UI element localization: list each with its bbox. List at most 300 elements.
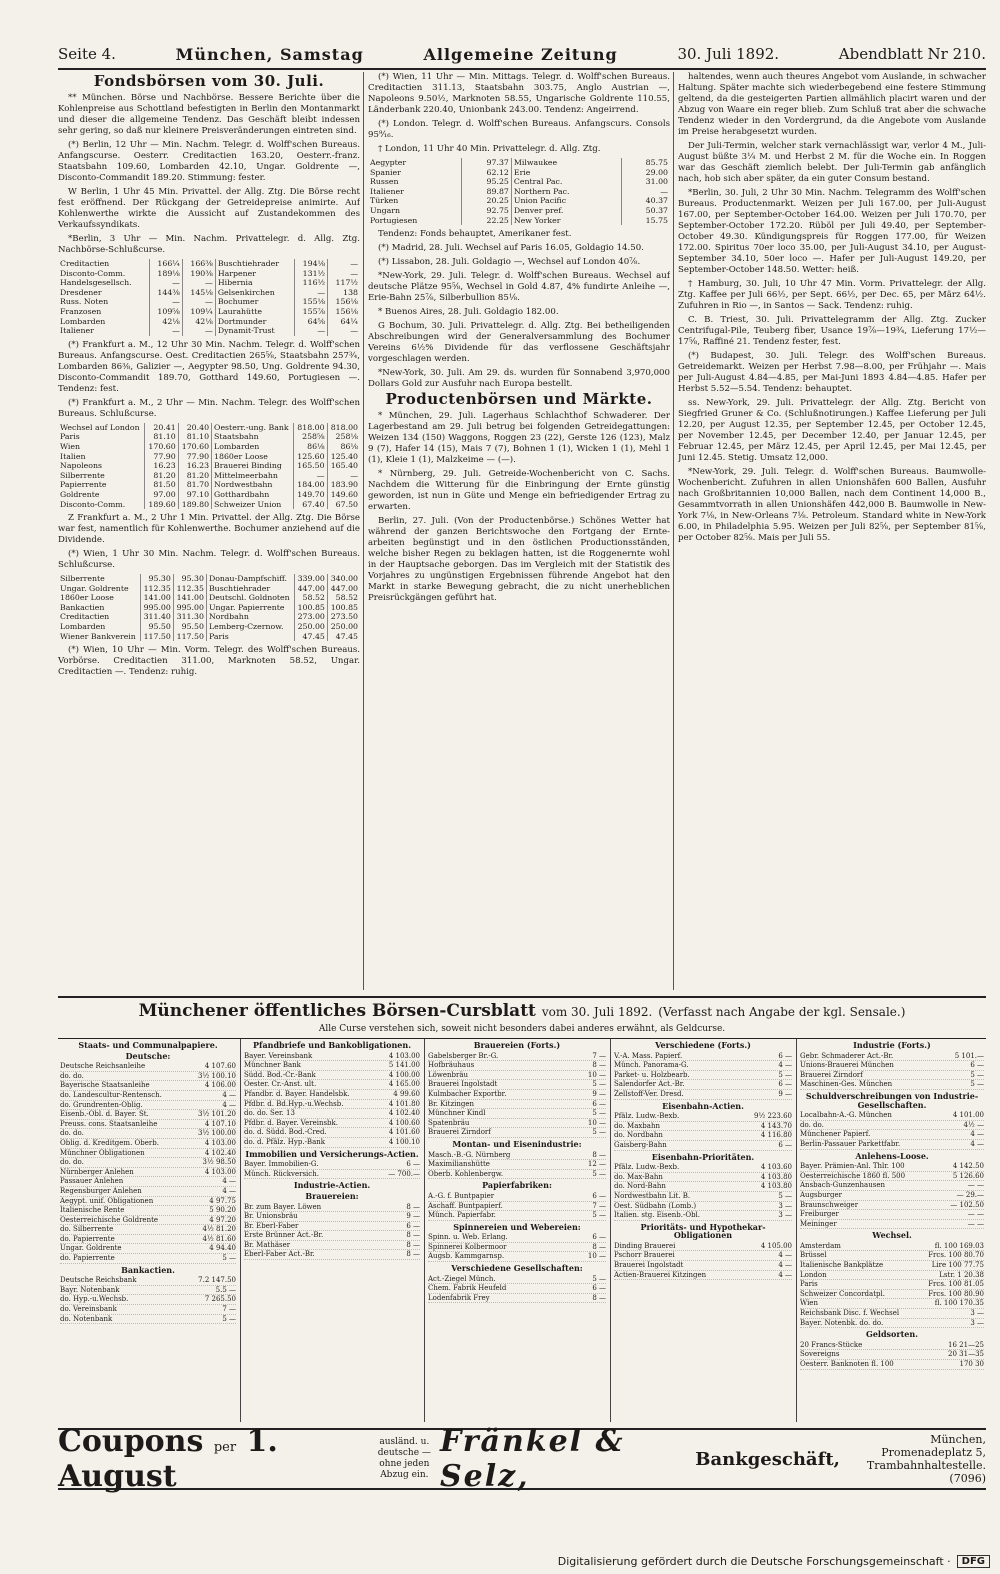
quote-list: [614, 1052, 792, 1100]
table-cell: 166⅜: [182, 259, 215, 269]
quote-value: 4 142.50: [952, 1162, 984, 1171]
quote-row: [60, 1072, 236, 1082]
table-row: [368, 196, 670, 206]
table-cell: 109⅝: [149, 307, 182, 317]
quote-value: 4 103.00: [388, 1051, 420, 1060]
security-name: Parket- u. Holzbearb.: [614, 1070, 690, 1079]
table-cell: Wiener Bankverein: [58, 632, 140, 642]
article-paragraph: (*) Frankfurt a. M., 12 Uhr 30 Min. Nachm. Telegr. d. Wolff'schen Bureaus. Anfangscurse. Oest. Creditactien 265⅝, Staatsbahn 257¾, Lombarden 86⅜, Galizier —, Aegypter 98.50, Ung. Goldrente 94.30, Disconto-Commandit 189.70, Gotthard 149.60, Portugiesen —. Tendenz: fest.: [58, 339, 360, 394]
security-name: do. Nordbahn: [614, 1131, 663, 1140]
security-name: do. Notenbank: [60, 1314, 113, 1323]
table-cell: Papierrente: [58, 480, 145, 490]
cursblatt-note: Alle Curse verstehen sich, soweit nicht besonders dabei anderes erwähnt, als Geldcurse.: [318, 1024, 726, 1034]
section-title: Productenbörsen und Märkte.: [385, 390, 653, 409]
table-cell: 141.00: [140, 593, 173, 603]
table-cell: Ungar. Papierrente: [206, 603, 294, 613]
quote-list: [244, 1203, 420, 1261]
quote-value: 4 —: [778, 1251, 792, 1260]
table-row: [58, 574, 360, 584]
table-cell: Lemberg-Czernow.: [206, 622, 294, 632]
group-heading: Anlehens-Loose.: [855, 1150, 929, 1161]
quote-row: [614, 1211, 792, 1221]
table-cell: 273.00: [294, 612, 327, 622]
article-paragraph: * München, 29. Juli. Lagerhaus Schlachthof Schwaderer. Der Lagerbestand am 29. Juli betrug bei folgenden Getreidegattungen: Weizen 134 (150) Waggons, Roggen 23 (22), Gerste 126 (123), Malz 9 (7), Hafer 14 (15), Mais 7 (7), Bohnen 1 (1), Wicken 1 (1), Mehl 1 (1), Kleie 1 (1), Malzkeime — (—).: [368, 411, 670, 466]
quote-list: [614, 1163, 792, 1221]
quote-value: 8 —: [406, 1240, 420, 1249]
group-heading: Spinnereien und Webereien:: [453, 1221, 581, 1232]
quote-row: [800, 1360, 984, 1370]
quote-value: Frcs. 100 80.70: [928, 1251, 984, 1260]
security-name: do. Silberrente: [60, 1225, 114, 1234]
quote-value: 4 —: [778, 1270, 792, 1279]
table-cell: —: [149, 297, 182, 307]
ad-address-line: Trambahnhaltestelle.: [866, 1459, 986, 1472]
quote-row: [60, 1197, 236, 1207]
quote-value: 7 —: [592, 1051, 606, 1060]
quote-value: 8 —: [406, 1250, 420, 1259]
quote-row: [60, 1187, 236, 1197]
quote-value: 4½ 81.60: [202, 1234, 236, 1243]
quote-row: [244, 1109, 420, 1119]
table-cell: Paris: [58, 432, 145, 442]
security-name: Brauerei Zirndorf: [800, 1070, 863, 1079]
table-row: [58, 603, 360, 613]
quote-row: [800, 1350, 984, 1360]
security-name: Gebr. Schmaderer Act.-Br.: [800, 1051, 894, 1060]
quote-row: [244, 1090, 420, 1100]
quote-row: [800, 1242, 984, 1252]
table-cell: 81.10: [145, 432, 178, 442]
table-cell: Deutschl. Goldnoten: [206, 593, 294, 603]
quote-row: [800, 1181, 984, 1191]
group-heading: Wechsel.: [872, 1230, 912, 1241]
quote-table-frankfurt: [58, 423, 360, 509]
table-cell: Aegypter: [368, 158, 462, 168]
table-cell: 117.50: [140, 632, 173, 642]
page-header: [58, 40, 986, 70]
group-heading: Papierfabriken:: [482, 1180, 552, 1191]
table-cell: 67.50: [335, 499, 358, 509]
quote-row: [244, 1231, 420, 1241]
quote-row: [428, 1192, 606, 1202]
cursblatt-col: [614, 1039, 792, 1423]
issue-number: Abendblatt Nr 210.: [838, 45, 986, 63]
quote-value: 4 —: [222, 1090, 236, 1099]
group-heading: Geldsorten.: [866, 1329, 918, 1340]
quote-value: 5 —: [778, 1070, 792, 1079]
table-cell: Italien: [58, 452, 145, 462]
table-cell: 116½: [295, 278, 328, 288]
quote-value: 8 —: [406, 1231, 420, 1240]
table-cell: 311.30: [173, 612, 206, 622]
table-cell: 155⅛: [295, 297, 328, 307]
quote-row: [614, 1080, 792, 1090]
article-paragraph: *New-York, 30. Juli. Am 29. ds. wurden für Sonnabend 3,970,000 Dollars Gold zur Ausfuhr nach Europa bestellt.: [368, 368, 670, 390]
table-row: [58, 471, 360, 481]
security-name: do. Nord-Bahn: [614, 1182, 666, 1191]
quote-value: 4 116.80: [760, 1131, 792, 1140]
quote-value: 6 —: [592, 1099, 606, 1108]
quote-value: 6 —: [592, 1191, 606, 1200]
quote-value: 9 —: [778, 1089, 792, 1098]
security-name: Münch. Panorama-G.: [614, 1061, 689, 1070]
table-row: [58, 490, 360, 500]
quote-row: [60, 1091, 236, 1101]
table-row: [58, 269, 360, 279]
article-paragraph: † London, 11 Uhr 40 Min. Privattelegr. d. Allg. Ztg.: [378, 144, 601, 154]
quote-list: [614, 1242, 792, 1280]
table-cell: 447.00: [294, 584, 327, 594]
security-name: Maschinen-Ges. München: [800, 1080, 893, 1089]
cursblatt-name: Münchener öffentliches Börsen-Cursblatt: [138, 1001, 536, 1021]
quote-row: [244, 1100, 420, 1110]
table-row: [368, 187, 670, 197]
table-cell: 50.37: [645, 205, 668, 215]
quote-row: [800, 1162, 984, 1172]
table-row: [58, 307, 360, 317]
table-cell: 155⅞: [295, 307, 328, 317]
quote-value: — 29.—: [956, 1190, 984, 1199]
table-cell: Lombarden: [58, 317, 149, 327]
table-cell: 117½: [335, 278, 358, 288]
table-cell: 81.50: [145, 480, 178, 490]
ad-reference: (7096): [949, 1472, 986, 1485]
table-cell: 170.60: [145, 442, 178, 452]
security-name: do. Hyp.-u.Wechsb.: [60, 1295, 129, 1304]
table-cell: 166¼: [149, 259, 182, 269]
table-cell: 170.60: [178, 442, 211, 452]
security-name: do. do. Ser. 13: [244, 1109, 295, 1118]
table-row: [58, 632, 360, 642]
security-name: Bayer. Vereinsbank: [244, 1051, 313, 1060]
quote-value: 9½ 223.60: [754, 1112, 792, 1121]
security-name: do. do.: [800, 1120, 824, 1129]
quote-value: 4 101.80: [388, 1099, 420, 1108]
quote-value: 3½ 100.00: [198, 1129, 236, 1138]
table-cell: 131½: [295, 269, 328, 279]
quote-list: [614, 1112, 792, 1150]
quote-row: [244, 1160, 420, 1170]
table-cell: Brauerei Binding: [212, 461, 294, 471]
security-name: Reichsbank Disc. f. Wechsel: [800, 1309, 900, 1318]
security-name: Erste Brünner Act.-Br.: [244, 1231, 324, 1240]
quote-value: 4½ —: [963, 1120, 984, 1129]
security-name: Bayr. Notenbank: [60, 1285, 120, 1294]
quote-list: [428, 1052, 606, 1138]
quote-table-berlin: [58, 259, 360, 336]
quote-value: 6 —: [406, 1221, 420, 1230]
table-cell: Lombarden: [212, 442, 294, 452]
article-paragraph: Berlin, 27. Juli. (Von der Productenbörse.) Schönes Wetter hat während der ganzen Berichtswoche den Fortgang der Ernte-arbeiten begünstigt und in den östlichen Productionsständen, welche bisher Regen zu beklagen hatten, ist die Roggenernte wohl in der Hauptsache geborgen. Das im Vergleich mit der Statistik des Vorjahres zu ungünstigen Ergebnissen führende Angebot hat den Markt in starke Bewegung gebracht, die zu nicht unerheblichen Preisrückgängen geführt hat.: [368, 516, 670, 604]
table-cell: Handelsgesellsch.: [58, 278, 149, 288]
security-name: do. Landescultur-Rentensch.: [60, 1090, 162, 1099]
table-cell: 42⅛: [149, 317, 182, 327]
table-cell: Ungarn: [368, 206, 462, 216]
security-name: Münch. Papierfabr.: [428, 1211, 496, 1220]
table-cell: 189.60: [145, 500, 178, 510]
ad-conditions: ausländ. u. deutsche — ohne jeden Abzug ein.: [377, 1437, 431, 1480]
table-row: [58, 326, 360, 336]
ad-address: [840, 1433, 986, 1485]
group-heading: Eisenbahn-Actien.: [662, 1100, 744, 1111]
quote-row: [428, 1052, 606, 1062]
table-cell: —: [350, 470, 358, 480]
table-cell: 42⅛: [182, 317, 215, 327]
quote-row: [800, 1319, 984, 1329]
security-name: Schweizer Concordatpl.: [800, 1289, 885, 1298]
quote-value: 4 101.00: [952, 1111, 984, 1120]
quote-value: 4 107.10: [204, 1119, 236, 1128]
article-paragraph: G Bochum, 30. Juli. Privattelegr. d. Allg. Ztg. Bei betheiligenden Abschreibungen wird der Generalversammlung des Bochumer Vereins 6½% Dividende für das verflossene Geschäftsjahr vorgeschlagen werden.: [368, 321, 670, 365]
security-name: Zellstoff-Ver. Dresd.: [614, 1089, 684, 1098]
table-cell: Bankactien: [58, 603, 140, 613]
table-cell: 64⅝: [295, 317, 328, 327]
ad-date: 1. August: [58, 1424, 278, 1494]
table-cell: 95.25: [462, 177, 512, 187]
quote-value: 4 103.00: [204, 1138, 236, 1147]
table-row: [58, 612, 360, 622]
quote-row: [60, 1149, 236, 1159]
table-cell: 165.40: [330, 461, 358, 471]
quote-value: 5 101.—: [954, 1051, 984, 1060]
security-name: Augsburger: [800, 1190, 842, 1199]
cursblatt-table: [58, 1038, 986, 1423]
quote-value: 6 —: [970, 1061, 984, 1070]
table-cell: Buschtiehrader: [206, 584, 294, 594]
table-cell: —: [660, 186, 668, 196]
quote-row: [60, 1244, 236, 1254]
security-name: Passauer Anlehen: [60, 1177, 124, 1186]
article-paragraph: (*) Wien, 10 Uhr — Min. Vorm. Telegr. des Wolff'schen Bureaus. Vorbörse. Creditactien 311.00, Marknoten 58.52, Ungar. Creditactien —. Tendenz: ruhig.: [58, 645, 360, 678]
bank-advertisement: [58, 1424, 986, 1494]
table-cell: 117.50: [173, 632, 206, 642]
city-day: München, Samstag: [175, 44, 364, 64]
security-name: Brauerei Zirndorf: [428, 1128, 491, 1137]
table-cell: Gotthardbahn: [212, 490, 294, 500]
table-cell: Nordbahn: [206, 612, 294, 622]
table-row: [58, 622, 360, 632]
security-name: Actien-Brauerei Kitzingen: [614, 1270, 707, 1279]
quote-row: [614, 1192, 792, 1202]
quote-row: [428, 1071, 606, 1081]
security-name: Unions-Brauerei München: [800, 1061, 894, 1070]
table-cell: 311.40: [140, 612, 173, 622]
article-paragraph: (*) Wien, 1 Uhr 30 Min. Nachm. Telegr. d. Wolff'schen Bureaus. Schlußcurse.: [58, 549, 360, 571]
table-cell: Russ. Noten: [58, 297, 149, 307]
quote-value: 4 100.00: [388, 1070, 420, 1079]
quote-value: 12 —: [587, 1160, 606, 1169]
article-paragraph: C. B. Triest, 30. Juli. Privattelegramm der Allg. Ztg. Zucker Centrifugal-Pile, Teuberg fiber, Usance 19⅞—19¾, Lieferung 17½—17⅝, Raffiné 21. Tendenz fester, fest.: [678, 315, 986, 347]
table-cell: 144⅜: [149, 288, 182, 298]
table-cell: Portugiesen: [368, 216, 462, 226]
quote-row: [244, 1203, 420, 1213]
security-name: Eberl-Faber Act.-Br.: [244, 1250, 315, 1259]
quote-row: [428, 1202, 606, 1212]
security-name: Preuss. cons. Staatsanleihe: [60, 1119, 158, 1128]
quote-value: Frcs. 100 81.05: [928, 1280, 984, 1289]
quote-row: [244, 1061, 420, 1071]
quote-value: 10 —: [587, 1252, 606, 1261]
table-cell: 112.35: [140, 584, 173, 594]
table-cell: 95.50: [140, 622, 173, 632]
quote-row: [800, 1299, 984, 1309]
quote-value: 4 97.75: [209, 1196, 236, 1205]
table-cell: 95.50: [173, 622, 206, 632]
table-row: [58, 278, 360, 288]
quote-value: 6 —: [592, 1284, 606, 1293]
table-cell: 258⅛: [335, 432, 358, 442]
quote-value: 3 —: [970, 1309, 984, 1318]
security-name: Oesterr. Banknoten fl. 100: [800, 1360, 894, 1368]
quote-value: 4 —: [222, 1186, 236, 1195]
quote-row: [614, 1061, 792, 1071]
table-cell: Milwaukee: [511, 158, 621, 168]
table-cell: Russen: [368, 177, 462, 187]
quote-value: 8 —: [592, 1242, 606, 1251]
quote-value: 5 —: [222, 1314, 236, 1323]
quote-value: 4 —: [778, 1061, 792, 1070]
table-cell: Spanier: [368, 168, 462, 178]
article-paragraph: (*) Frankfurt a. M., 2 Uhr — Min. Nachm. Telegr. des Wolff'schen Bureaus. Schlußcurse.: [58, 397, 360, 419]
table-row: [368, 206, 670, 216]
table-row: [58, 500, 360, 510]
table-cell: Mittelmeerbahn: [212, 471, 294, 481]
cursblatt-col: [244, 1039, 420, 1423]
quote-value: 6 —: [778, 1051, 792, 1060]
cursblatt-col: [60, 1039, 236, 1423]
quote-value: 8 —: [592, 1061, 606, 1070]
security-name: Freiburger: [800, 1210, 839, 1219]
quote-value: 6 —: [406, 1160, 420, 1169]
group-heading: Prioritäts- und Hypothekar-Obligationen: [640, 1221, 766, 1241]
table-cell: Wechsel auf London: [58, 423, 145, 433]
quote-value: 4 —: [778, 1261, 792, 1270]
quote-list: [244, 1052, 420, 1148]
quote-row: [428, 1100, 606, 1110]
quote-row: [60, 1235, 236, 1245]
quote-value: 7 —: [222, 1305, 236, 1314]
security-name: do. Grundrenten-Oblig.: [60, 1100, 143, 1109]
quote-value: 170 30: [959, 1360, 984, 1368]
quote-value: — —: [967, 1210, 984, 1219]
security-name: Eisenb.-Obl. d. Bayer. St.: [60, 1110, 149, 1119]
quote-value: 4 103.00: [204, 1167, 236, 1176]
quote-value: 4 97.20: [209, 1215, 236, 1224]
security-name: Münchener Papierf.: [800, 1130, 871, 1139]
security-name: Berlin-Passauer Parkettfabr.: [800, 1139, 901, 1148]
quote-row: [800, 1052, 984, 1062]
article-paragraph: ** München. Börse und Nachbörse. Bessere Berichte über die Kohlenpreise aus Schottland befestigten in Berlin den Montanmarkt und dieser die allgemeine Tendenz. Das Geschäft bleibt indessen sehr gering, so daß nur kleinere Preisveränderungen eintreten sind.: [58, 93, 360, 136]
quote-value: 4 —: [222, 1177, 236, 1186]
table-cell: 189.80: [178, 500, 211, 510]
security-name: Sovereigns: [800, 1350, 840, 1359]
security-name: Br. Unionsbräu: [244, 1212, 298, 1221]
quote-value: 7 —: [592, 1201, 606, 1210]
table-cell: 250.00: [294, 622, 327, 632]
security-name: Südd. Bod.-Cr.-Bank: [244, 1070, 316, 1079]
quote-value: 10 —: [587, 1070, 606, 1079]
footer-text: Digitalisierung gefördert durch die Deutsche Forschungsgemeinschaft ·: [557, 1554, 951, 1568]
table-cell: Bochumer: [215, 297, 294, 307]
quote-value: 4 105.00: [760, 1241, 792, 1250]
issue-date: 30. Juli 1892.: [677, 45, 780, 63]
quote-value: 20 31—35: [948, 1350, 984, 1359]
security-name: Brauerei Ingolstadt: [428, 1080, 498, 1089]
table-cell: 85.75: [645, 158, 668, 167]
quote-value: 3 —: [778, 1211, 792, 1220]
security-name: do. Papierrente: [60, 1234, 115, 1243]
table-cell: Nordwestbahn: [212, 480, 294, 490]
quote-row: [800, 1271, 984, 1281]
security-name: Pfälz. Ludw.-Bexb.: [614, 1112, 680, 1121]
quote-value: 5.5 —: [215, 1285, 236, 1294]
quote-row: [60, 1139, 236, 1149]
security-name: Dinding Brauerei: [614, 1241, 676, 1250]
group-subheading: Deutsche:: [125, 1050, 171, 1061]
security-name: V.-A. Mass. Papierf.: [614, 1051, 683, 1060]
security-name: Pschorr Brauerei: [614, 1251, 675, 1260]
quote-row: [60, 1110, 236, 1120]
table-cell: 47.45: [335, 631, 358, 641]
quote-value: 4 102.40: [388, 1109, 420, 1118]
quote-row: [614, 1182, 792, 1192]
quote-row: [614, 1251, 792, 1261]
security-name: Lodenfabrik Frey: [428, 1293, 490, 1302]
quote-row: [614, 1271, 792, 1281]
quote-row: [614, 1173, 792, 1183]
quote-row: [244, 1128, 420, 1138]
article-paragraph: (*) Berlin, 12 Uhr — Min. Nachm. Telegr. d. Wolff'schen Bureaus. Anfangscurse. Oesterr. Creditactien 163.20, Oesterr.-franz. Staatsbahn 109.60, Lombarden 42.10, Ungar. Goldrente —, Disconto-Commandit 189.20. Stimmung: fester.: [58, 140, 360, 183]
security-name: Ansbach-Gunzenhausen: [800, 1181, 885, 1190]
table-cell: Laurahütte: [215, 307, 294, 317]
security-name: Pfdbr. d. Bayer. Vereinsbk.: [244, 1118, 338, 1127]
table-cell: 15.75: [645, 215, 668, 225]
quote-value: 5 —: [592, 1274, 606, 1283]
quote-value: 3½ 101.20: [198, 1110, 236, 1119]
table-cell: 58.52: [335, 593, 358, 603]
table-cell: 156⅛: [335, 297, 358, 307]
table-cell: 77.90: [145, 452, 178, 462]
article-paragraph: † Hamburg, 30. Juli, 10 Uhr 47 Min. Vorm. Privattelegr. der Allg. Ztg. Kaffee per Juli 66½, per Sept. 66½, per Dec. 65, per März 64½. Zufuhren in Rio —, in Santos — Sack. Tendenz: ruhig.: [678, 279, 986, 311]
quote-row: [614, 1163, 792, 1173]
article-paragraph: (*) Budapest, 30. Juli. Telegr. des Wolff'schen Bureaus. Getreidemarkt. Weizen per Herbst 7.98—8.00, per Frühjahr —. Mais per Juli-August 4.84—4.85, per Mai-Juni 1893 4.84—4.85. Hafer per Herbst 5.52—5.54. Tendenz: behauptet.: [678, 351, 986, 394]
table-cell: Harpener: [215, 269, 294, 279]
article-paragraph: Tendenz: Fonds behauptet, Amerikaner fest.: [378, 229, 572, 240]
cursblatt-date: vom 30. Juli 1892.: [541, 1005, 653, 1019]
quote-row: [60, 1129, 236, 1139]
group-heading: Brauereien (Forts.): [473, 1040, 561, 1050]
quote-value: 5 90.20: [209, 1206, 236, 1215]
quote-row: [614, 1131, 792, 1141]
table-cell: 22.25: [462, 216, 512, 226]
table-cell: 95.30: [173, 574, 206, 584]
table-row: [368, 168, 670, 178]
quote-row: [60, 1254, 236, 1264]
quote-list: [60, 1276, 236, 1324]
cursblatt-col: [428, 1039, 606, 1423]
table-cell: Napoleons: [58, 461, 145, 471]
security-name: Regensburger Anlehen: [60, 1186, 142, 1195]
table-cell: —: [182, 326, 215, 336]
security-name: Ungar. Goldrente: [60, 1244, 122, 1253]
quote-value: 9 —: [592, 1089, 606, 1098]
quote-row: [800, 1121, 984, 1131]
table-cell: Disconto-Comm.: [58, 269, 149, 279]
table-cell: Silberrente: [58, 574, 140, 584]
table-cell: 86⅛: [340, 441, 358, 451]
table-cell: 138: [343, 287, 358, 297]
quote-value: 6 —: [778, 1080, 792, 1089]
